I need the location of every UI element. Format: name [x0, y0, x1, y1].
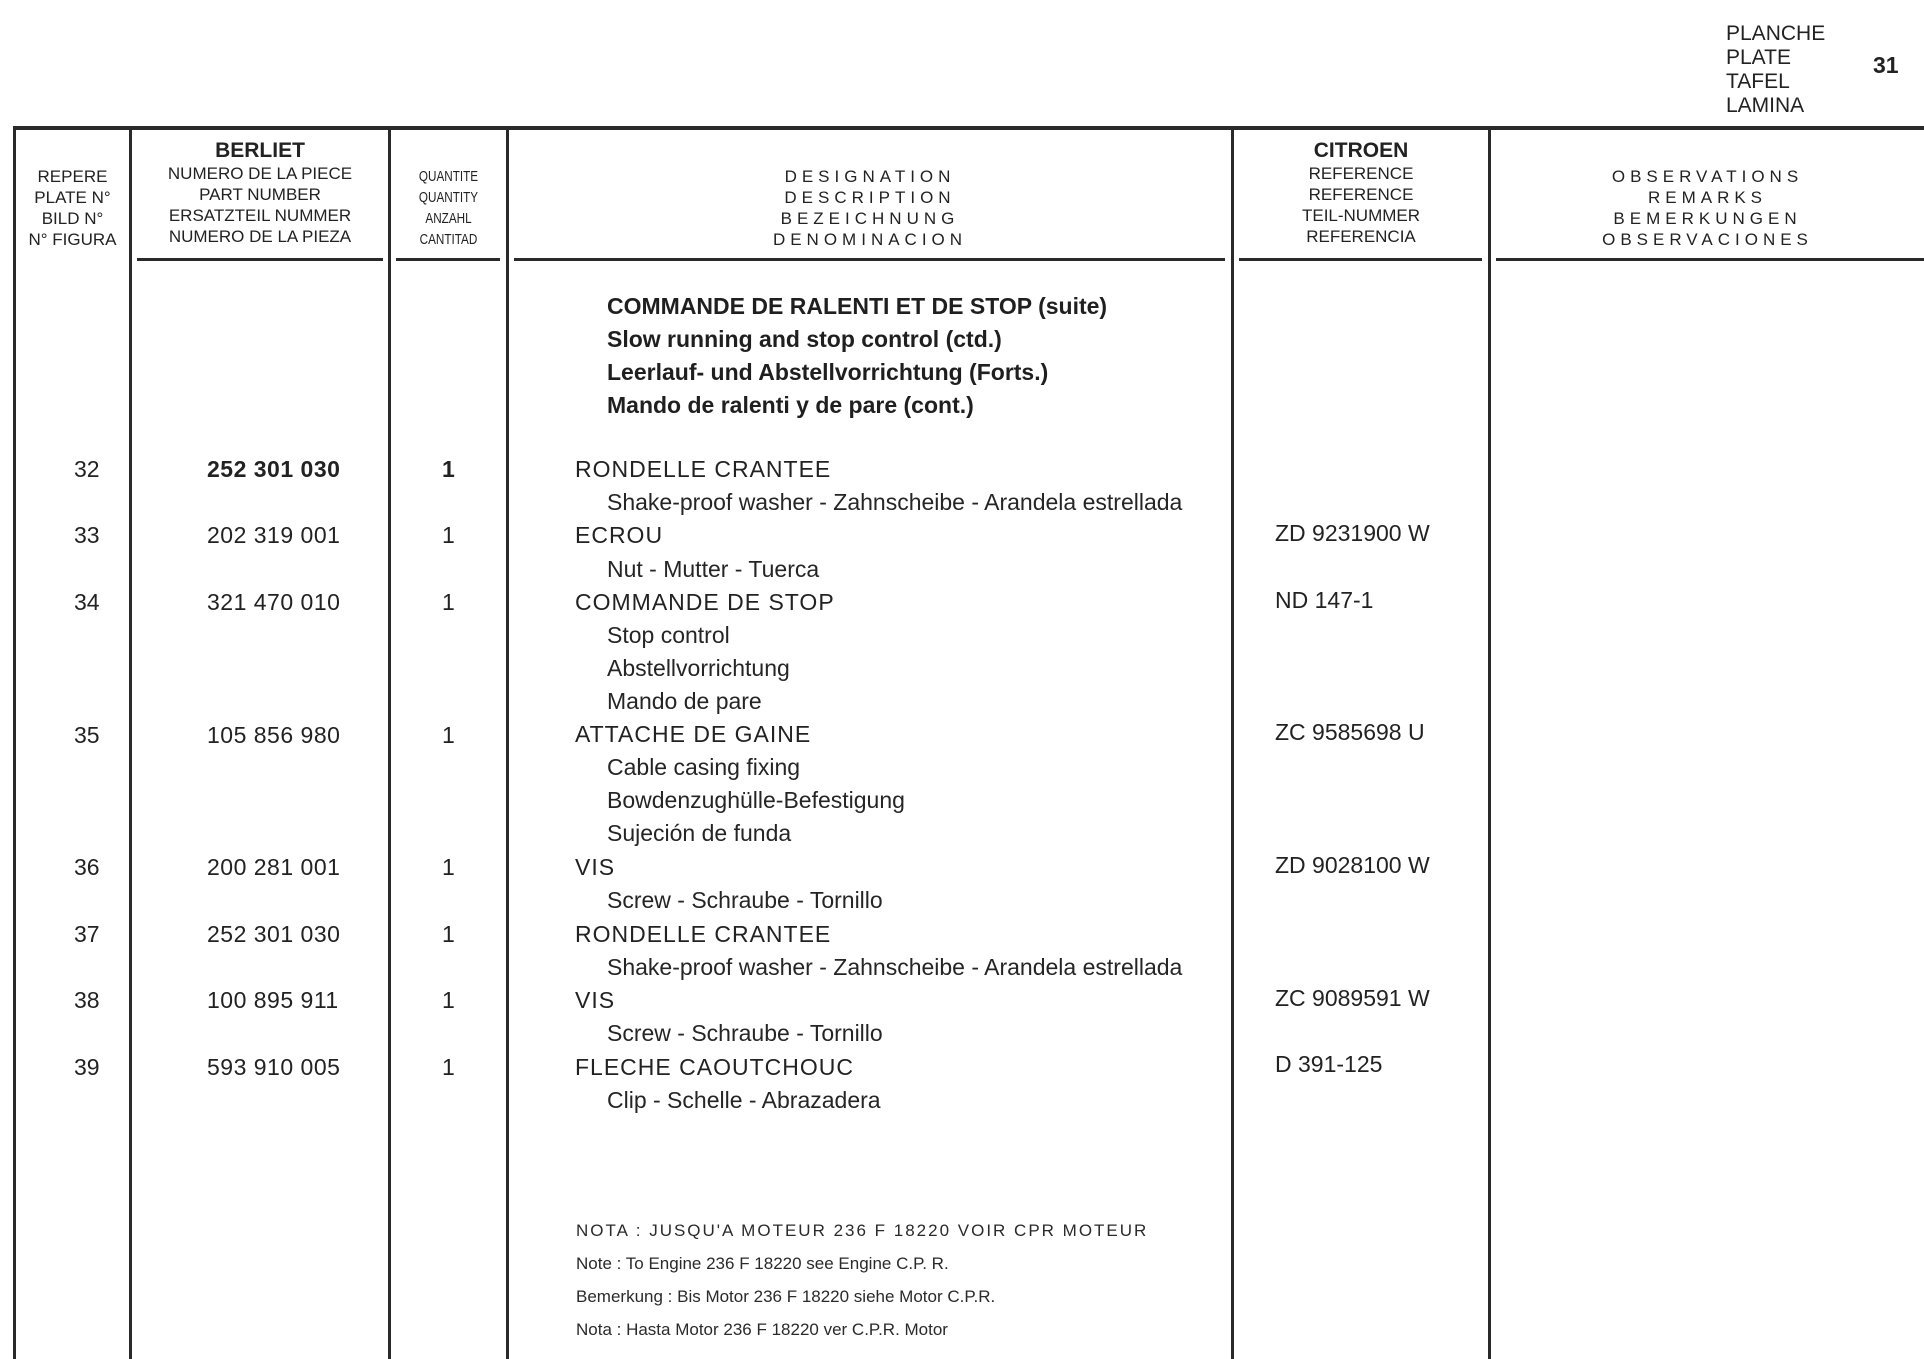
part-number: 200 281 001	[207, 854, 341, 880]
plate-label-es: LAMINA	[1726, 94, 1805, 117]
citroen-reference: D 391-125	[1275, 1051, 1383, 1077]
quantity: 1	[442, 522, 455, 548]
header-citroen: CITROEN REFERENCE REFERENCE TEIL-NUMMER REFERENCIA	[1234, 139, 1488, 247]
part-number: 105 856 980	[207, 722, 341, 748]
repere-number: 33	[74, 522, 100, 548]
header-repere: REPERE PLATE N° BILD N° N° FIGURA	[28, 167, 117, 249]
column-divider	[388, 128, 391, 1359]
designation-translation: Screw - Schraube - Tornillo	[607, 1020, 883, 1046]
column-divider	[1488, 128, 1491, 1359]
quantity: 1	[442, 987, 455, 1013]
header-berliet: BERLIET NUMERO DE LA PIECE PART NUMBER ERSATZTEIL NUMMER NUMERO DE LA PIEZA	[132, 139, 388, 247]
designation-translation: Clip - Schelle - Abrazadera	[607, 1087, 881, 1113]
designation-translation: Nut - Mutter - Tuerca	[607, 556, 820, 582]
section-heading-en: Slow running and stop control (ctd.)	[607, 326, 1002, 352]
designation-name: ECROU	[575, 522, 664, 548]
repere-number: 37	[74, 921, 100, 947]
section-heading-es: Mando de ralenti y de pare (cont.)	[607, 392, 974, 418]
citroen-reference: ZC 9585698 U	[1275, 719, 1425, 745]
citroen-reference: ZD 9231900 W	[1275, 520, 1430, 546]
designation-translation: Mando de pare	[607, 688, 762, 714]
designation-translation: Abstellvorrichtung	[607, 655, 790, 681]
designation-name: FLECHE CAOUTCHOUC	[575, 1054, 854, 1080]
citroen-reference: ZD 9028100 W	[1275, 852, 1430, 878]
plate-labels	[1726, 22, 1825, 118]
header-observations: OBSERVATIONS REMARKS BEMERKUNGEN OBSERVACIONES	[1602, 167, 1813, 249]
engine-note-fr: NOTA : JUSQU'A MOTEUR 236 F 18220 VOIR CPR MOTEUR	[576, 1221, 1149, 1240]
citroen-reference: ZC 9089591 W	[1275, 985, 1430, 1011]
designation-translation: Stop control	[607, 622, 730, 648]
designation-name: COMMANDE DE STOP	[575, 589, 835, 615]
header-underline	[1496, 258, 1924, 261]
designation-name: RONDELLE CRANTEE	[575, 456, 832, 482]
header-underline	[1239, 258, 1482, 261]
citroen-brand: CITROEN	[1313, 139, 1409, 162]
plate-label-de: TAFEL	[1726, 70, 1790, 93]
part-number: 202 319 001	[207, 522, 341, 548]
header-quantite: QUANTITE QUANTITY ANZAHL CANTITAD	[418, 168, 479, 248]
header-underline	[514, 258, 1225, 261]
column-divider	[129, 128, 132, 1359]
section-heading-fr: COMMANDE DE RALENTI ET DE STOP (suite)	[607, 293, 1108, 319]
column-divider	[506, 128, 509, 1359]
header-underline	[396, 258, 500, 261]
plate-number: 31	[1873, 52, 1899, 78]
quantity: 1	[442, 456, 455, 482]
engine-note-de: Bemerkung : Bis Motor 236 F 18220 siehe Motor C.P.R.	[576, 1287, 996, 1306]
repere-number: 35	[74, 722, 100, 748]
part-number: 321 470 010	[207, 589, 341, 615]
engine-note-es: Nota : Hasta Motor 236 F 18220 ver C.P.R. Motor	[576, 1320, 948, 1339]
column-divider	[1231, 128, 1234, 1359]
table-top-border	[13, 126, 1924, 130]
part-number: 252 301 030	[207, 456, 341, 482]
repere-number: 36	[74, 854, 100, 880]
citroen-reference: ND 147-1	[1275, 587, 1374, 613]
berliet-brand: BERLIET	[215, 139, 305, 162]
repere-number: 38	[74, 987, 100, 1013]
quantity: 1	[442, 921, 455, 947]
designation-name: ATTACHE DE GAINE	[575, 721, 812, 747]
quantity: 1	[442, 589, 455, 615]
part-number: 593 910 005	[207, 1054, 341, 1080]
designation-translation: Screw - Schraube - Tornillo	[607, 887, 883, 913]
designation-translation: Cable casing fixing	[607, 754, 801, 780]
plate-label-en: PLATE	[1726, 46, 1791, 69]
engine-note	[576, 1214, 1148, 1346]
repere-number: 39	[74, 1054, 100, 1080]
designation-name: RONDELLE CRANTEE	[575, 921, 832, 947]
engine-note-en: Note : To Engine 236 F 18220 see Engine C.P. R.	[576, 1254, 949, 1273]
header-underline	[137, 258, 383, 261]
plate-label-fr: PLANCHE	[1726, 22, 1826, 45]
section-heading	[607, 290, 1107, 422]
header-designation: DESIGNATION DESCRIPTION BEZEICHNUNG DENOMINACION	[772, 167, 968, 249]
designation-name: VIS	[575, 854, 616, 880]
designation-translation: Sujeción de funda	[607, 820, 792, 846]
designation-translation: Bowdenzughülle-Befestigung	[607, 787, 905, 813]
part-number: 100 895 911	[207, 987, 339, 1013]
quantity: 1	[442, 722, 455, 748]
quantity: 1	[442, 854, 455, 880]
quantity: 1	[442, 1054, 455, 1080]
designation-translation: Shake-proof washer - Zahnscheibe - Arandela estrellada	[607, 954, 1183, 980]
designation-name: VIS	[575, 987, 616, 1013]
repere-number: 32	[74, 456, 100, 482]
column-divider	[13, 128, 16, 1359]
repere-number: 34	[74, 589, 100, 615]
part-number: 252 301 030	[207, 921, 341, 947]
designation-translation: Shake-proof washer - Zahnscheibe - Arandela estrellada	[607, 489, 1183, 515]
section-heading-de: Leerlauf- und Abstellvorrichtung (Forts.)	[607, 359, 1049, 385]
